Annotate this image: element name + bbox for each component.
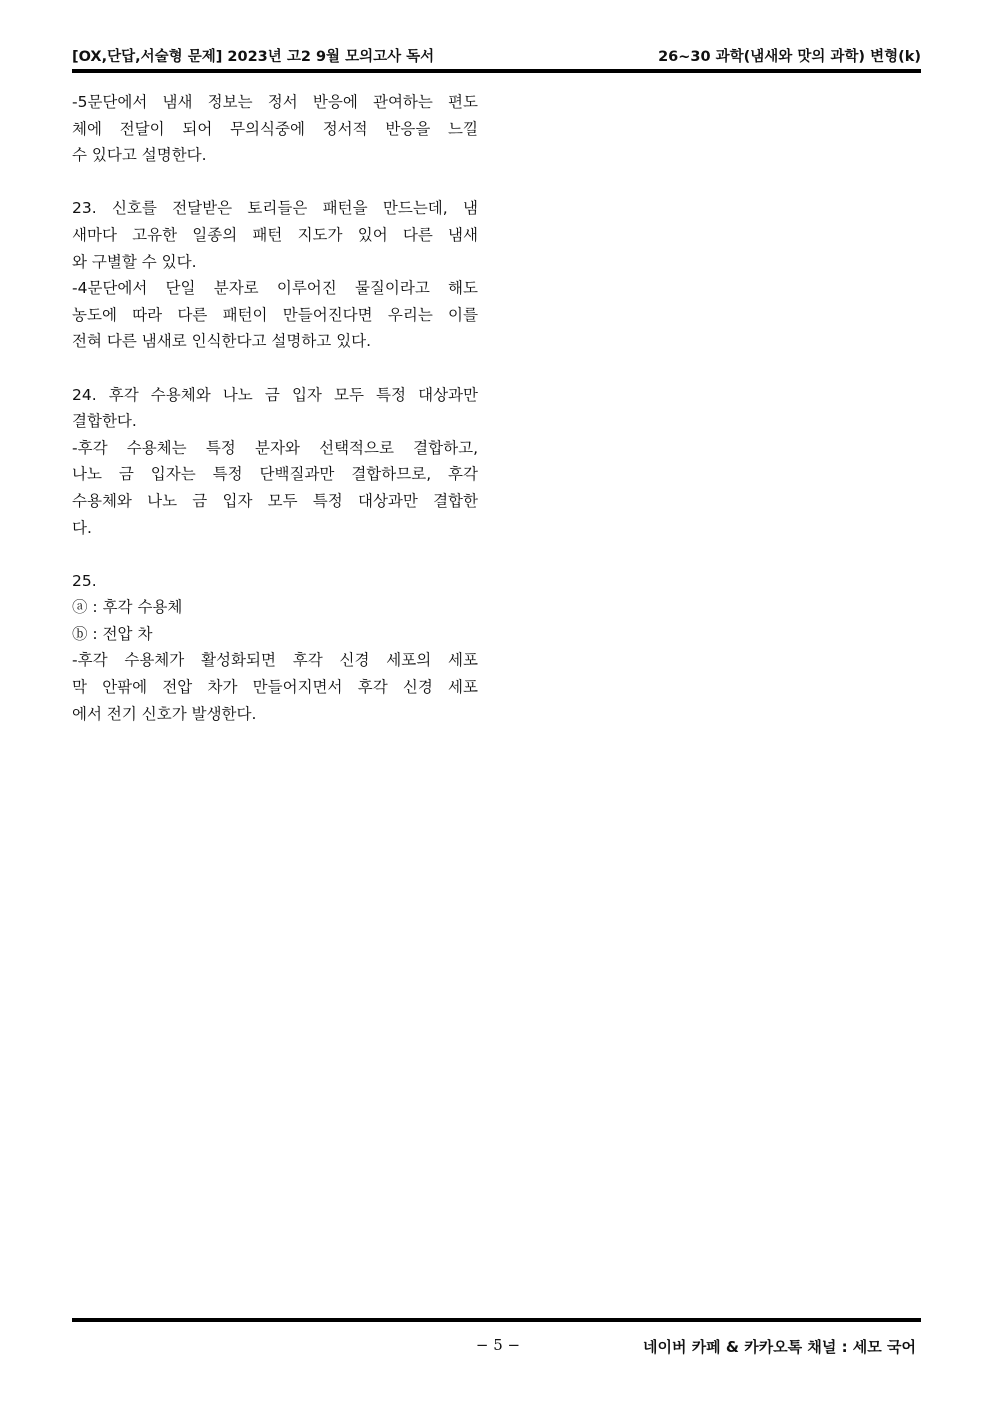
header-title: [OX,단답,서술형 문제] 2023년 고2 9월 모의고사 독서 <box>72 49 435 65</box>
text-line: 25. <box>72 571 97 590</box>
footer-rule <box>72 1318 921 1322</box>
text-line: 나노 금 입자는 특정 단백질과만 결합하므로, 후각 <box>72 465 478 484</box>
text-line: 수용체와 나노 금 입자 모두 특정 대상과만 결합한 <box>72 491 478 510</box>
text-line: 결합한다. <box>72 412 137 431</box>
text-line: 24. 후각 수용체와 나노 금 입자 모두 특정 대상과만 <box>72 385 478 404</box>
text-line: 새마다 고유한 일종의 패턴 지도가 있어 다른 냄새 <box>72 225 478 244</box>
text-line: 전혀 다른 냄새로 인식한다고 설명하고 있다. <box>72 332 372 351</box>
text-line: 에서 전기 신호가 발생한다. <box>72 704 257 723</box>
header-rule <box>72 69 921 73</box>
text-line: -5문단에서 냄새 정보는 정서 반응에 관여하는 편도 <box>72 93 478 111</box>
answer-column <box>72 89 478 754</box>
text-line: ⓑ : 전압 차 <box>72 624 153 643</box>
text-line: 체에 전달이 되어 무의식중에 정서적 반응을 느낄 <box>72 119 478 138</box>
answer-block <box>72 89 478 169</box>
text-line: -후각 수용체가 활성화되면 후각 신경 세포의 세포 <box>72 651 478 670</box>
text-line: 와 구별할 수 있다. <box>72 252 197 271</box>
text-line: 수 있다고 설명한다. <box>72 146 207 165</box>
text-line: ⓐ : 후각 수용체 <box>72 598 183 617</box>
text-line: 막 안팎에 전압 차가 만들어지면서 후각 신경 세포 <box>72 678 478 697</box>
answer-block <box>72 195 478 355</box>
footer-channel: 네이버 카페 & 카카오톡 채널 : 세모 국어 <box>643 1338 916 1356</box>
page-number: − 5 − <box>475 1336 521 1354</box>
text-line: 농도에 따라 다른 패턴이 만들어진다면 우리는 이를 <box>72 305 478 324</box>
text-line: 23. 신호를 전달받은 토리들은 패턴을 만드는데, 냄 <box>72 199 478 218</box>
page-header <box>72 42 921 66</box>
text-line: 다. <box>72 518 92 537</box>
text-line: -4문단에서 단일 분자로 이루어진 물질이라고 해도 <box>72 279 478 298</box>
answer-block <box>72 382 478 542</box>
text-line: -후각 수용체는 특정 분자와 선택적으로 결합하고, <box>72 438 478 457</box>
header-subtitle: 26~30 과학(냄새와 맛의 과학) 변형(k) <box>658 49 921 65</box>
answer-block <box>72 568 478 728</box>
